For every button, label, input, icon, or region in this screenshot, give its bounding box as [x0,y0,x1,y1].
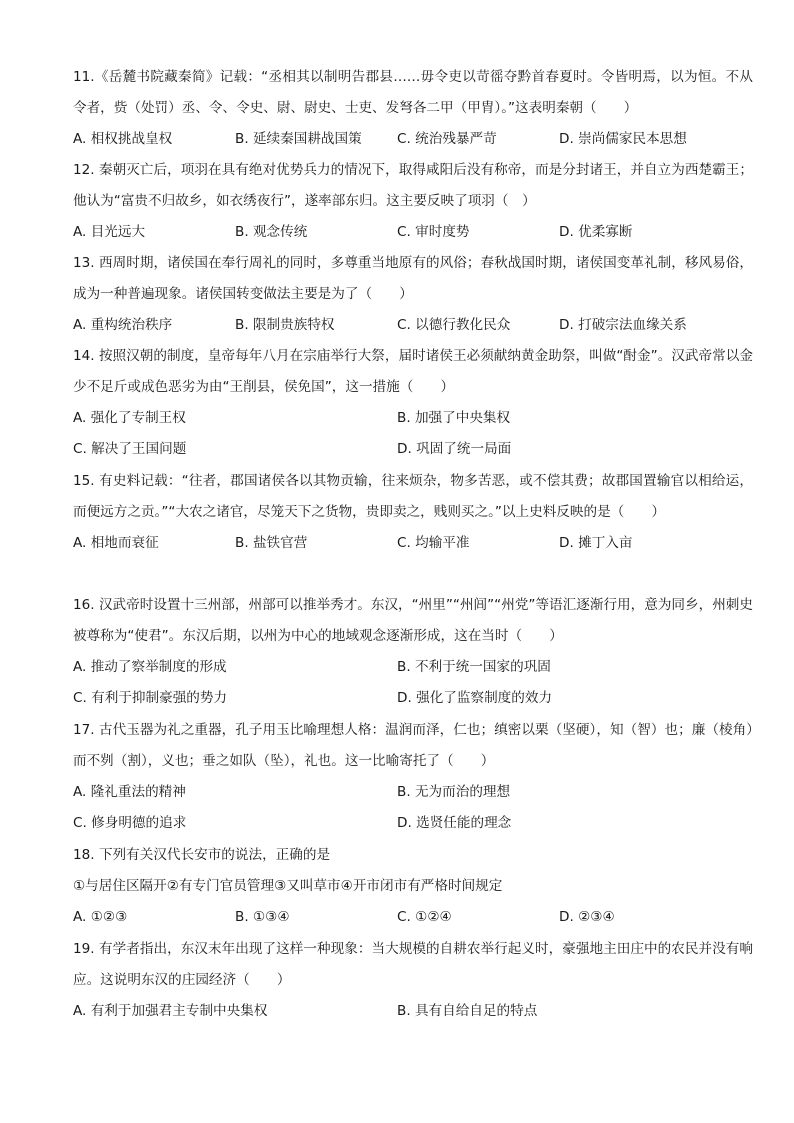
option-a[interactable]: A. 有利于加强君主专制中央集权 [73,1003,268,1019]
question-18 [73,840,753,933]
option-d[interactable]: D. 选贤任能的理念 [397,815,512,831]
option-d[interactable]: D. 优柔寡断 [559,224,633,240]
options-row [73,217,753,248]
question-stem: 15. 有史料记载：“往者，郡国诸侯各以其物贡输，往来烦杂，物多苦恶，或不偿其费；故郡国置输官以相给运，而便远方之贡。”“大农之诸官，尽笼天下之货物，贵即卖之，贱则买之。”以上史料反映的是（ ） [73,473,753,520]
question-17 [73,715,753,839]
options-grid [73,403,753,465]
option-b[interactable]: B. 加强了中央集权 [397,410,511,426]
option-c[interactable]: C. 以德行教化民众 [397,317,511,333]
option-c[interactable]: C. 有利于抑制豪强的势力 [73,690,228,706]
question-16 [73,590,753,714]
question-stem: 19. 有学者指出，东汉末年出现了这样一种现象：当大规模的自耕农举行起义时，豪强地主田庄中的农民并没有响应。这说明东汉的庄园经济（ ） [73,941,753,988]
question-stem: 12. 秦朝灭亡后，项羽在具有绝对优势兵力的情况下，取得咸阳后没有称帝，而是分封诸王，并自立为西楚霸王；他认为“富贵不归故乡，如衣绣夜行”，遂率部东归。这主要反映了项羽（ ） [73,162,753,209]
question-stem: 16. 汉武帝时设置十三州部，州部可以推举秀才。东汉，“州里”“州闾”“州党”等语汇逐渐行用，意为同乡，州刺史被尊称为“使君”。东汉后期，以州为中心的地域观念逐渐形成，这在当时（ ） [73,597,753,644]
options-row [73,310,753,341]
option-c[interactable]: C. 审时度势 [397,224,470,240]
options-grid [73,996,753,1027]
option-d[interactable]: D. 摊丁入亩 [559,535,633,551]
option-a[interactable]: A. 相地而衰征 [73,535,159,551]
option-a[interactable]: A. 目光远大 [73,224,146,240]
option-a[interactable]: A. 隆礼重法的精神 [73,784,186,800]
options-grid [73,652,753,714]
question-stem: 14. 按照汉朝的制度，皇帝每年八月在宗庙举行大祭，届时诸侯王必须献纳黄金助祭，叫做“酎金”。汉武帝常以金少不足斤或成色恶劣为由“王削县，侯免国”，这一措施（ ） [73,348,753,395]
option-c[interactable]: C. 修身明德的追求 [73,815,187,831]
option-c[interactable]: C. ①②④ [397,909,452,925]
option-c[interactable]: C. 统治残暴严苛 [397,131,497,147]
options-grid [73,777,753,839]
option-b[interactable]: B. 观念传统 [235,224,308,240]
question-15 [73,466,753,559]
options-row [73,124,753,155]
question-11 [73,62,753,155]
question-stem: 17. 古代玉器为礼之重器，孔子用玉比喻理想人格：温润而泽，仁也；缜密以栗（坚硬），知（智）也；廉（棱角）而不刿（割），义也；垂之如队（坠），礼也。这一比喻寄托了（ ） [73,722,753,769]
option-b[interactable]: B. 延续秦国耕战国策 [235,131,362,147]
option-b[interactable]: B. 具有自给自足的特点 [397,1003,538,1019]
option-d[interactable]: D. 巩固了统一局面 [397,441,512,457]
option-c[interactable]: C. 均输平准 [397,535,470,551]
option-a[interactable]: A. 重构统治秩序 [73,317,173,333]
question-14 [73,341,753,465]
options-row [73,902,753,933]
option-b[interactable]: B. ①③④ [235,909,290,925]
option-d[interactable]: D. 崇尚儒家民本思想 [559,131,687,147]
option-b[interactable]: B. 盐铁官营 [235,535,308,551]
option-d[interactable]: D. 打破宗法血缘关系 [559,317,687,333]
option-b[interactable]: B. 无为而治的理想 [397,784,511,800]
question-stem: 18. 下列有关汉代长安市的说法，正确的是 [73,847,331,863]
option-c[interactable]: C. 解决了王国问题 [73,441,187,457]
question-13 [73,248,753,341]
question-stem: 13. 西周时期，诸侯国在奉行周礼的同时，多尊重当地原有的风俗；春秋战国时期，诸侯国变革礼制，移风易俗，成为一种普遍现象。诸侯国转变做法主要是为了（ ） [73,255,753,302]
option-a[interactable]: A. 相权挑战皇权 [73,131,173,147]
question-19 [73,934,753,1027]
option-a[interactable]: A. ①②③ [73,909,128,925]
option-b[interactable]: B. 限制贵族特权 [235,317,335,333]
option-d[interactable]: D. ②③④ [559,909,615,925]
option-d[interactable]: D. 强化了监察制度的效力 [397,690,553,706]
question-12 [73,155,753,248]
options-row [73,528,753,559]
option-a[interactable]: A. 推动了察举制度的形成 [73,659,227,675]
option-b[interactable]: B. 不利于统一国家的巩固 [397,659,551,675]
question-statements: ①与居住区隔开②有专门官员管理③又叫草市④开市闭市有严格时间规定 [73,878,503,894]
option-a[interactable]: A. 强化了专制王权 [73,410,186,426]
question-stem: 11.《岳麓书院藏秦简》记载：“丞相其以制明告郡县……毋令吏以苛徭夺黔首春夏时。令皆明焉，以为恒。不从令者，赀（处罚）丞、令、令史、尉、尉史、士吏、发弩各二甲（甲胄）。”这表明秦朝（ ） [73,69,753,116]
